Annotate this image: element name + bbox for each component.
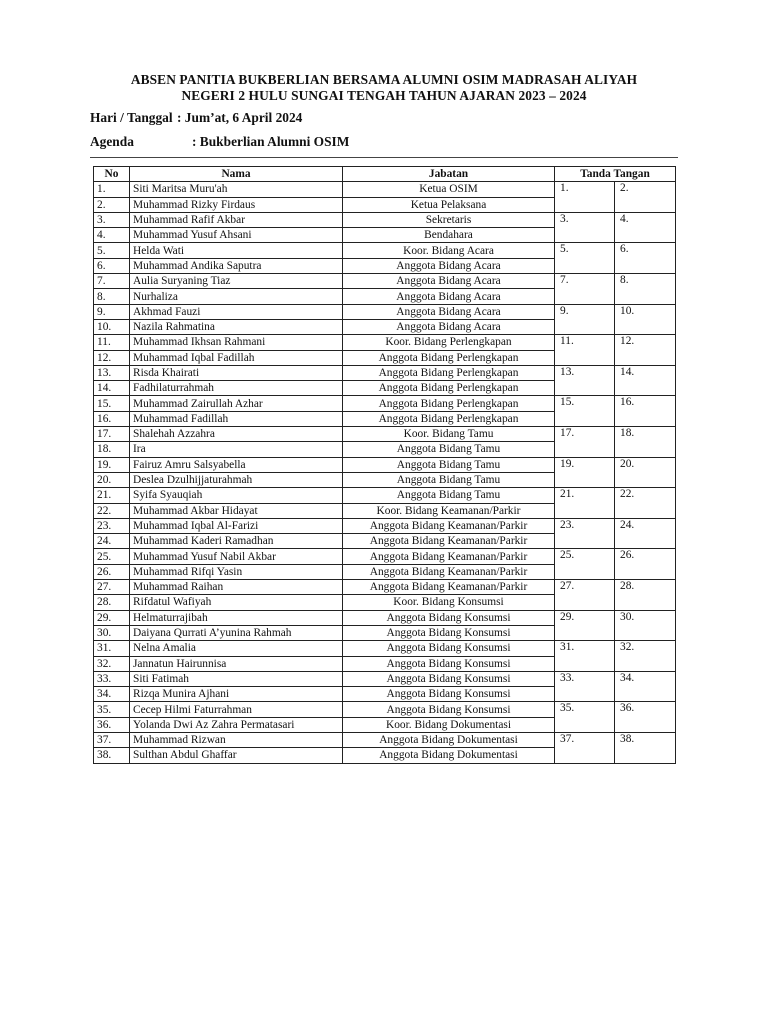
row-nama: Muhammad Rifqi Yasin xyxy=(130,564,343,579)
row-no: 38. xyxy=(94,748,130,763)
signature-cell[interactable]: 25. xyxy=(555,549,615,580)
table-row xyxy=(94,427,676,442)
row-jabatan: Anggota Bidang Keamanan/Parkir xyxy=(343,564,555,579)
row-jabatan: Anggota Bidang Acara xyxy=(343,258,555,273)
row-jabatan: Koor. Bidang Dokumentasi xyxy=(343,717,555,732)
attendance-table xyxy=(93,166,676,764)
table-body xyxy=(94,182,676,763)
row-no: 35. xyxy=(94,702,130,717)
table-row xyxy=(94,488,676,503)
signature-cell[interactable]: 21. xyxy=(555,488,615,519)
row-nama: Muhammad Iqbal Al-Farizi xyxy=(130,518,343,533)
table-row xyxy=(94,182,676,197)
signature-cell[interactable]: 32. xyxy=(615,641,676,672)
row-nama: Deslea Dzulhijjaturahmah xyxy=(130,472,343,487)
row-nama: Muhammad Yusuf Nabil Akbar xyxy=(130,549,343,564)
row-nama: Rifdatul Wafiyah xyxy=(130,595,343,610)
row-nama: Sulthan Abdul Ghaffar xyxy=(130,748,343,763)
row-no: 1. xyxy=(94,182,130,197)
signature-cell[interactable]: 26. xyxy=(615,549,676,580)
row-jabatan: Anggota Bidang Perlengkapan xyxy=(343,396,555,411)
row-no: 37. xyxy=(94,732,130,747)
title-line-2: NEGERI 2 HULU SUNGAI TENGAH TAHUN AJARAN 2023 – 2024 xyxy=(181,87,587,103)
signature-cell[interactable]: 17. xyxy=(555,427,615,458)
row-no: 14. xyxy=(94,381,130,396)
row-nama: Ira xyxy=(130,442,343,457)
row-nama: Fairuz Amru Salsyabella xyxy=(130,457,343,472)
row-jabatan: Anggota Bidang Keamanan/Parkir xyxy=(343,518,555,533)
row-no: 17. xyxy=(94,427,130,442)
table-row xyxy=(94,671,676,686)
row-no: 20. xyxy=(94,472,130,487)
row-nama: Shalehah Azzahra xyxy=(130,427,343,442)
row-nama: Akhmad Fauzi xyxy=(130,304,343,319)
header-jabatan: Jabatan xyxy=(343,167,555,182)
row-no: 18. xyxy=(94,442,130,457)
row-nama: Muhammad Ikhsan Rahmani xyxy=(130,335,343,350)
signature-cell[interactable]: 2. xyxy=(615,182,676,213)
row-no: 13. xyxy=(94,365,130,380)
signature-cell[interactable]: 29. xyxy=(555,610,615,641)
row-jabatan: Anggota Bidang Acara xyxy=(343,304,555,319)
signature-cell[interactable]: 18. xyxy=(615,427,676,458)
row-no: 10. xyxy=(94,319,130,334)
signature-cell[interactable]: 11. xyxy=(555,335,615,366)
signature-cell[interactable]: 3. xyxy=(555,212,615,243)
row-nama: Aulia Suryaning Tiaz xyxy=(130,274,343,289)
row-no: 7. xyxy=(94,274,130,289)
row-jabatan: Anggota Bidang Acara xyxy=(343,319,555,334)
row-jabatan: Anggota Bidang Dokumentasi xyxy=(343,732,555,747)
signature-cell[interactable]: 36. xyxy=(615,702,676,733)
row-jabatan: Anggota Bidang Konsumsi xyxy=(343,687,555,702)
row-no: 29. xyxy=(94,610,130,625)
row-no: 19. xyxy=(94,457,130,472)
row-nama: Muhammad Rizwan xyxy=(130,732,343,747)
row-jabatan: Anggota Bidang Konsumsi xyxy=(343,641,555,656)
table-row xyxy=(94,304,676,319)
row-jabatan: Anggota Bidang Tamu xyxy=(343,442,555,457)
row-jabatan: Koor. Bidang Tamu xyxy=(343,427,555,442)
table-row xyxy=(94,457,676,472)
row-jabatan: Koor. Bidang Acara xyxy=(343,243,555,258)
row-no: 26. xyxy=(94,564,130,579)
table-row xyxy=(94,335,676,350)
signature-cell[interactable]: 6. xyxy=(615,243,676,274)
signature-cell[interactable]: 10. xyxy=(615,304,676,335)
table-row xyxy=(94,243,676,258)
signature-cell[interactable]: 24. xyxy=(615,518,676,549)
signature-cell[interactable]: 12. xyxy=(615,335,676,366)
row-jabatan: Anggota Bidang Perlengkapan xyxy=(343,365,555,380)
row-jabatan: Anggota Bidang Konsumsi xyxy=(343,610,555,625)
row-nama: Cecep Hilmi Faturrahman xyxy=(130,702,343,717)
row-nama: Siti Fatimah xyxy=(130,671,343,686)
row-jabatan: Bendahara xyxy=(343,228,555,243)
row-no: 5. xyxy=(94,243,130,258)
row-nama: Muhammad Zairullah Azhar xyxy=(130,396,343,411)
row-no: 31. xyxy=(94,641,130,656)
row-no: 15. xyxy=(94,396,130,411)
agenda-value: : Bukberlian Alumni OSIM xyxy=(192,134,350,149)
signature-cell[interactable]: 15. xyxy=(555,396,615,427)
row-nama: Muhammad Rizky Firdaus xyxy=(130,197,343,212)
signature-cell[interactable]: 31. xyxy=(555,641,615,672)
row-jabatan: Anggota Bidang Konsumsi xyxy=(343,671,555,686)
row-no: 23. xyxy=(94,518,130,533)
row-jabatan: Koor. Bidang Perlengkapan xyxy=(343,335,555,350)
table-row xyxy=(94,732,676,747)
row-jabatan: Koor. Bidang Konsumsi xyxy=(343,595,555,610)
signature-cell[interactable]: 19. xyxy=(555,457,615,488)
table-row xyxy=(94,610,676,625)
row-no: 21. xyxy=(94,488,130,503)
row-nama: Nazila Rahmatina xyxy=(130,319,343,334)
row-nama: Muhammad Iqbal Fadillah xyxy=(130,350,343,365)
table-row xyxy=(94,365,676,380)
signature-cell[interactable]: 16. xyxy=(615,396,676,427)
row-nama: Muhammad Rafif Akbar xyxy=(130,212,343,227)
row-jabatan: Anggota Bidang Keamanan/Parkir xyxy=(343,580,555,595)
row-no: 12. xyxy=(94,350,130,365)
table-row xyxy=(94,549,676,564)
signature-cell[interactable]: 35. xyxy=(555,702,615,733)
date-value: : Jum’at, 6 April 2024 xyxy=(177,110,303,125)
signature-cell[interactable]: 37. xyxy=(555,732,615,763)
row-nama: Helda Wati xyxy=(130,243,343,258)
signature-cell[interactable]: 13. xyxy=(555,365,615,396)
row-nama: Fadhilaturrahmah xyxy=(130,381,343,396)
row-nama: Risda Khairati xyxy=(130,365,343,380)
row-jabatan: Anggota Bidang Konsumsi xyxy=(343,702,555,717)
row-no: 27. xyxy=(94,580,130,595)
row-jabatan: Ketua OSIM xyxy=(343,182,555,197)
row-jabatan: Anggota Bidang Perlengkapan xyxy=(343,381,555,396)
table-header-row xyxy=(94,167,676,182)
row-no: 28. xyxy=(94,595,130,610)
row-nama: Nelna Amalia xyxy=(130,641,343,656)
signature-cell[interactable]: 8. xyxy=(615,274,676,305)
row-jabatan: Anggota Bidang Perlengkapan xyxy=(343,411,555,426)
row-no: 36. xyxy=(94,717,130,732)
table-row xyxy=(94,274,676,289)
row-nama: Nurhaliza xyxy=(130,289,343,304)
header-no: No xyxy=(94,167,130,182)
table-row xyxy=(94,212,676,227)
signature-cell[interactable]: 30. xyxy=(615,610,676,641)
row-jabatan: Anggota Bidang Keamanan/Parkir xyxy=(343,534,555,549)
row-no: 11. xyxy=(94,335,130,350)
row-nama: Muhammad Yusuf Ahsani xyxy=(130,228,343,243)
signature-cell[interactable]: 34. xyxy=(615,671,676,702)
row-nama: Helmaturrajibah xyxy=(130,610,343,625)
document-title xyxy=(90,72,678,103)
row-jabatan: Anggota Bidang Tamu xyxy=(343,488,555,503)
row-jabatan: Sekretaris xyxy=(343,212,555,227)
signature-cell[interactable]: 23. xyxy=(555,518,615,549)
signature-cell[interactable]: 20. xyxy=(615,457,676,488)
row-jabatan: Ketua Pelaksana xyxy=(343,197,555,212)
row-jabatan: Anggota Bidang Dokumentasi xyxy=(343,748,555,763)
row-no: 25. xyxy=(94,549,130,564)
signature-cell[interactable]: 14. xyxy=(615,365,676,396)
signature-cell[interactable]: 5. xyxy=(555,243,615,274)
row-no: 8. xyxy=(94,289,130,304)
row-no: 9. xyxy=(94,304,130,319)
row-nama: Daiyana Qurrati A’yunina Rahmah xyxy=(130,625,343,640)
row-no: 2. xyxy=(94,197,130,212)
table-row xyxy=(94,518,676,533)
row-no: 24. xyxy=(94,534,130,549)
row-jabatan: Anggota Bidang Tamu xyxy=(343,472,555,487)
signature-cell[interactable]: 33. xyxy=(555,671,615,702)
signature-cell[interactable]: 4. xyxy=(615,212,676,243)
row-nama: Yolanda Dwi Az Zahra Permatasari xyxy=(130,717,343,732)
row-nama: Muhammad Raihan xyxy=(130,580,343,595)
row-no: 32. xyxy=(94,656,130,671)
row-no: 34. xyxy=(94,687,130,702)
signature-cell[interactable]: 9. xyxy=(555,304,615,335)
row-jabatan: Anggota Bidang Konsumsi xyxy=(343,656,555,671)
row-jabatan: Anggota Bidang Perlengkapan xyxy=(343,350,555,365)
row-jabatan: Anggota Bidang Tamu xyxy=(343,457,555,472)
signature-cell[interactable]: 1. xyxy=(555,182,615,213)
row-no: 3. xyxy=(94,212,130,227)
row-no: 30. xyxy=(94,625,130,640)
signature-cell[interactable]: 28. xyxy=(615,580,676,611)
row-no: 4. xyxy=(94,228,130,243)
table-row xyxy=(94,580,676,595)
row-nama: Muhammad Fadillah xyxy=(130,411,343,426)
table-row xyxy=(94,396,676,411)
date-label: Hari / Tanggal xyxy=(90,110,173,125)
row-jabatan: Anggota Bidang Acara xyxy=(343,289,555,304)
row-jabatan: Koor. Bidang Keamanan/Parkir xyxy=(343,503,555,518)
row-no: 6. xyxy=(94,258,130,273)
header-divider xyxy=(90,157,678,158)
row-nama: Muhammad Kaderi Ramadhan xyxy=(130,534,343,549)
row-nama: Syifa Syauqiah xyxy=(130,488,343,503)
row-nama: Siti Maritsa Muru'ah xyxy=(130,182,343,197)
table-row xyxy=(94,702,676,717)
row-nama: Rizqa Munira Ajhani xyxy=(130,687,343,702)
row-jabatan: Anggota Bidang Keamanan/Parkir xyxy=(343,549,555,564)
signature-cell[interactable]: 38. xyxy=(615,732,676,763)
row-no: 16. xyxy=(94,411,130,426)
title-line-1: ABSEN PANITIA BUKBERLIAN BERSAMA ALUMNI OSIM MADRASAH ALIYAH xyxy=(130,72,638,87)
signature-cell[interactable]: 27. xyxy=(555,580,615,611)
signature-cell[interactable]: 22. xyxy=(615,488,676,519)
table-row xyxy=(94,641,676,656)
row-jabatan: Anggota Bidang Acara xyxy=(343,274,555,289)
row-no: 33. xyxy=(94,671,130,686)
header-nama: Nama xyxy=(130,167,343,182)
row-no: 22. xyxy=(94,503,130,518)
agenda-label: Agenda xyxy=(90,134,134,149)
row-nama: Muhammad Akbar Hidayat xyxy=(130,503,343,518)
row-nama: Jannatun Hairunnisa xyxy=(130,656,343,671)
signature-cell[interactable]: 7. xyxy=(555,274,615,305)
row-nama: Muhammad Andika Saputra xyxy=(130,258,343,273)
header-tanda-tangan: Tanda Tangan xyxy=(555,167,676,182)
row-jabatan: Anggota Bidang Konsumsi xyxy=(343,625,555,640)
